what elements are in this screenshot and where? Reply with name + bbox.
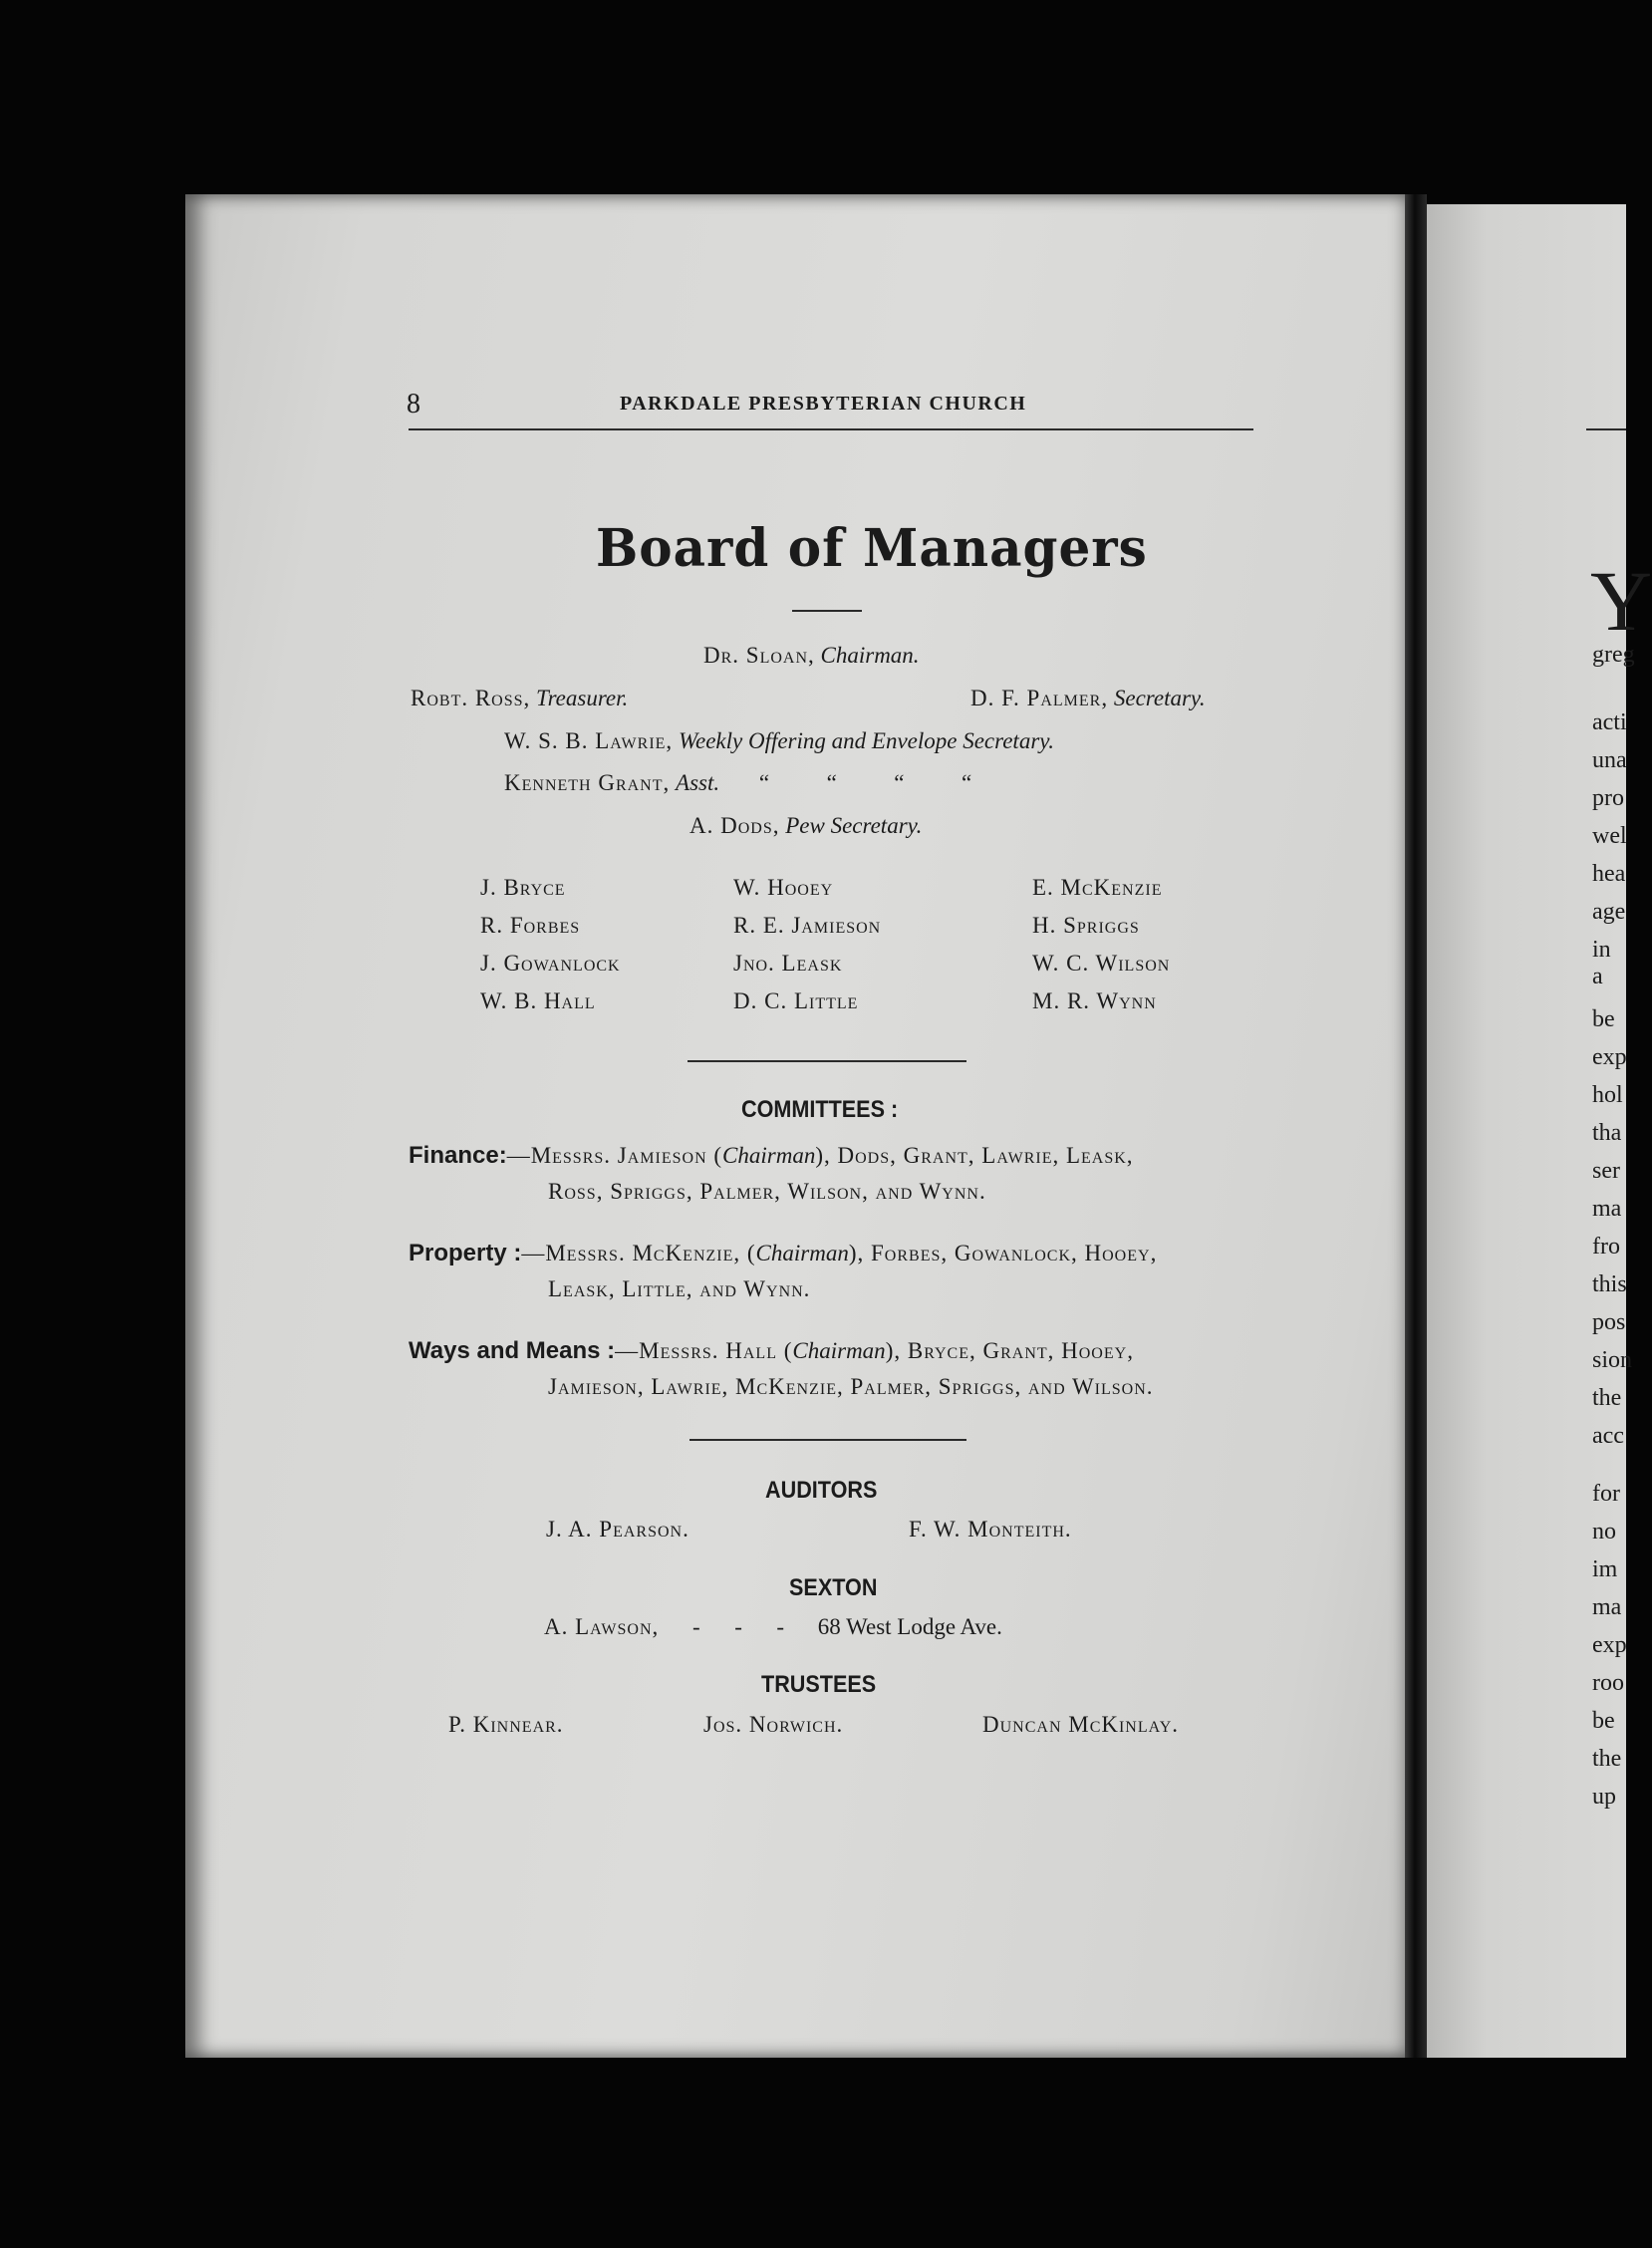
secretary-name: D. F. Palmer,	[970, 686, 1109, 710]
facing-text-fragment: greg	[1592, 642, 1635, 668]
property-members: —Messrs. McKenzie, (	[521, 1241, 756, 1265]
ways-means-label: Ways and Means :	[409, 1337, 616, 1364]
page-title: Board of Managers	[596, 516, 1148, 579]
manager-name: R. E. Jamieson	[733, 913, 882, 938]
finance-label: Finance:	[409, 1142, 507, 1169]
treasurer-line	[411, 686, 628, 711]
facing-text-fragment: age	[1592, 899, 1626, 925]
finance-chairman-label: Chairman	[722, 1143, 816, 1168]
facing-text-fragment: be	[1592, 1708, 1615, 1734]
sexton-heading: SEXTON	[789, 1574, 878, 1601]
manager-name: Jno. Leask	[733, 951, 843, 976]
weekly-offering-line	[504, 728, 1054, 754]
chairman-name: Dr. Sloan,	[703, 643, 815, 668]
manager-name: D. C. Little	[733, 988, 859, 1013]
facing-text-fragment: tha	[1592, 1120, 1622, 1146]
manager-name: E. McKenzie	[1032, 875, 1163, 900]
sexton-name: A. Lawson,	[544, 1614, 660, 1639]
auditor-name: F. W. Monteith.	[909, 1517, 1072, 1542]
trustee-name: Jos. Norwich.	[703, 1712, 844, 1737]
ditto-marks: “ “ “ “	[758, 770, 972, 795]
facing-text-fragment: up	[1592, 1784, 1616, 1810]
manager-name: R. Forbes	[480, 913, 581, 938]
assistant-role: Asst.	[676, 770, 720, 795]
section-divider	[688, 1060, 966, 1062]
property-label: Property :	[409, 1240, 522, 1266]
managers-column-3	[1032, 869, 1170, 1020]
ways-means-committee	[409, 1333, 1154, 1405]
pew-secretary-name: A. Dods,	[689, 813, 780, 838]
running-title: PARKDALE PRESBYTERIAN CHURCH	[620, 393, 1027, 415]
facing-drop-cap: Y	[1590, 553, 1652, 649]
committees-heading: COMMITTEES :	[741, 1096, 899, 1123]
manager-name: W. C. Wilson	[1032, 951, 1171, 976]
facing-text-fragment: the	[1592, 1385, 1622, 1411]
property-chairman-label: Chairman	[755, 1241, 849, 1265]
sexton-address: 68 West Lodge Ave.	[817, 1614, 1002, 1639]
facing-text-fragment: sion	[1592, 1347, 1633, 1373]
manager-name: J. Gowanlock	[480, 951, 621, 976]
facing-text-fragment: this	[1592, 1271, 1627, 1297]
ways-means-members-line2: Jamieson, Lawrie, McKenzie, Palmer, Spriggs, and Wilson.	[548, 1374, 1154, 1399]
facing-text-fragment: roo	[1592, 1670, 1624, 1696]
facing-header-rule	[1586, 428, 1626, 430]
facing-text-fragment: acc	[1592, 1423, 1624, 1449]
pew-secretary-role: Pew Secretary.	[785, 813, 923, 838]
page-number: 8	[407, 389, 420, 420]
finance-members-line2: Ross, Spriggs, Palmer, Wilson, and Wynn.	[548, 1179, 986, 1204]
sexton-line	[544, 1614, 1002, 1640]
facing-text-fragment: ser	[1592, 1158, 1620, 1184]
managers-column-1	[480, 869, 621, 1020]
facing-text-fragment: exp	[1592, 1044, 1627, 1070]
facing-text-fragment: im	[1592, 1556, 1618, 1582]
chairman-line	[703, 643, 920, 669]
facing-text-fragment: in a	[1592, 937, 1611, 989]
finance-members: —Messrs. Jamieson (	[506, 1143, 723, 1168]
facing-text-fragment: no	[1592, 1519, 1616, 1545]
title-rule	[792, 610, 862, 612]
auditor-name: J. A. Pearson.	[546, 1517, 689, 1542]
assistant-name: Kenneth Grant,	[504, 770, 671, 795]
manager-name: H. Spriggs	[1032, 913, 1140, 938]
facing-text-fragment: una	[1592, 747, 1627, 773]
treasurer-name: Robt. Ross,	[411, 686, 531, 710]
trustee-name: P. Kinnear.	[448, 1712, 564, 1737]
section-divider	[689, 1439, 966, 1441]
property-members-line2: Leask, Little, and Wynn.	[548, 1276, 811, 1301]
secretary-line	[970, 686, 1206, 711]
facing-text-fragment: be	[1592, 1006, 1615, 1032]
facing-text-fragment: for	[1592, 1481, 1620, 1507]
left-page	[185, 194, 1413, 2058]
finance-committee	[409, 1138, 1134, 1210]
trustees-heading: TRUSTEES	[761, 1671, 877, 1698]
facing-text-fragment: ma	[1592, 1594, 1622, 1620]
facing-text-fragment: exp	[1592, 1632, 1627, 1658]
manager-name: W. Hooey	[733, 875, 834, 900]
sexton-dashes: - - -	[692, 1614, 785, 1639]
facing-text-fragment: acti	[1592, 709, 1627, 735]
book-gutter	[1405, 194, 1427, 2058]
weekly-offering-name: W. S. B. Lawrie,	[504, 728, 674, 753]
ways-means-members-cont: ), Bryce, Grant, Hooey,	[885, 1338, 1134, 1363]
facing-text-fragment: wel	[1592, 823, 1627, 849]
facing-text-fragment: pro	[1592, 785, 1624, 811]
manager-name: W. B. Hall	[480, 988, 596, 1013]
property-committee	[409, 1236, 1157, 1307]
weekly-offering-role: Weekly Offering and Envelope Secretary.	[678, 728, 1054, 753]
assistant-line	[504, 770, 971, 796]
secretary-role: Secretary.	[1113, 686, 1206, 710]
facing-text-fragment: the	[1592, 1746, 1622, 1772]
manager-name: M. R. Wynn	[1032, 988, 1157, 1013]
facing-text-fragment: hea	[1592, 861, 1626, 887]
pew-secretary-line	[689, 813, 922, 839]
manager-name: J. Bryce	[480, 875, 566, 900]
ways-means-members: —Messrs. Hall (	[615, 1338, 793, 1363]
facing-text-fragment: pos	[1592, 1309, 1626, 1335]
chairman-role: Chairman.	[820, 643, 920, 668]
finance-members-cont: ), Dods, Grant, Lawrie, Leask,	[815, 1143, 1134, 1168]
treasurer-role: Treasurer.	[536, 686, 629, 710]
auditors-heading: AUDITORS	[765, 1477, 878, 1504]
managers-column-2	[733, 869, 881, 1020]
facing-text-fragment: hol	[1592, 1082, 1623, 1108]
header-rule	[409, 428, 1253, 430]
facing-text-fragment: fro	[1592, 1234, 1620, 1260]
facing-text-fragment: ma	[1592, 1196, 1622, 1222]
ways-means-chairman-label: Chairman	[792, 1338, 886, 1363]
trustee-name: Duncan McKinlay.	[982, 1712, 1180, 1737]
property-members-cont: ), Forbes, Gowanlock, Hooey,	[848, 1241, 1158, 1265]
